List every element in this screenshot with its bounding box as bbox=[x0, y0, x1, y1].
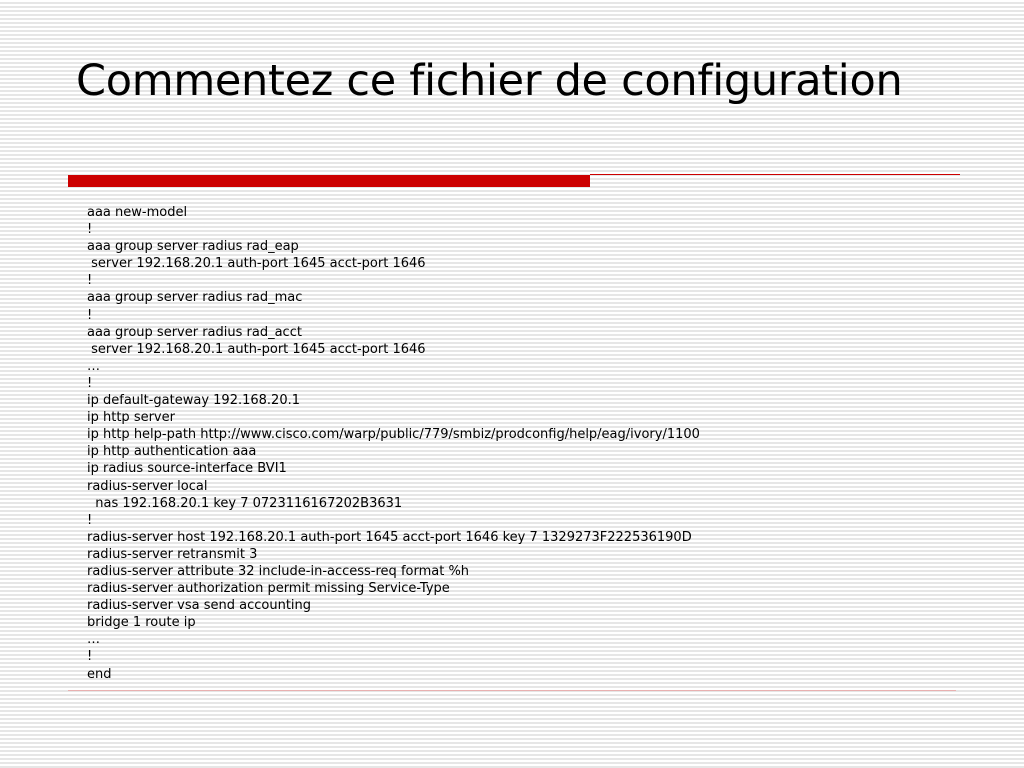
config-line: radius-server local bbox=[87, 478, 208, 494]
config-line: radius-server authorization permit missing Service-Type bbox=[87, 581, 450, 597]
config-line: … bbox=[87, 358, 100, 374]
config-line: aaa group server radius rad_acct bbox=[87, 324, 302, 340]
config-line: aaa group server radius rad_mac bbox=[87, 290, 303, 306]
config-line: end bbox=[87, 666, 112, 682]
config-line: nas 192.168.20.1 key 7 0723116167202B3631 bbox=[87, 495, 403, 511]
title-divider-accent-bar bbox=[68, 175, 590, 187]
config-line: aaa group server radius rad_eap bbox=[87, 239, 299, 255]
config-line: radius-server retransmit 3 bbox=[87, 546, 258, 562]
config-line: server 192.168.20.1 auth-port 1645 acct-port 1646 bbox=[87, 256, 426, 272]
config-line: ip radius source-interface BVI1 bbox=[87, 461, 287, 477]
config-line: ! bbox=[87, 222, 93, 238]
config-line: ip default-gateway 192.168.20.1 bbox=[87, 393, 301, 409]
config-line: bridge 1 route ip bbox=[87, 615, 196, 631]
config-line: server 192.168.20.1 auth-port 1645 acct-port 1646 bbox=[87, 341, 426, 357]
config-line: ip http server bbox=[87, 410, 175, 426]
title-divider-thin-line bbox=[590, 174, 960, 175]
slide-title: Commentez ce fichier de configuration bbox=[76, 56, 903, 106]
config-line: ! bbox=[87, 512, 93, 528]
config-line: aaa new-model bbox=[87, 205, 188, 220]
config-line: radius-server attribute 32 include-in-access-req format %h bbox=[87, 563, 470, 579]
config-line: ! bbox=[87, 649, 93, 665]
config-line: radius-server host 192.168.20.1 auth-port 1645 acct-port 1646 key 7 1329273F222536190D bbox=[87, 529, 692, 545]
config-listing bbox=[87, 204, 947, 683]
config-line: … bbox=[87, 632, 100, 648]
config-line: radius-server vsa send accounting bbox=[87, 598, 312, 614]
config-line: ! bbox=[87, 375, 93, 391]
title-divider bbox=[68, 173, 960, 187]
footer-divider bbox=[68, 690, 956, 691]
config-line: ! bbox=[87, 273, 93, 289]
config-line: ! bbox=[87, 307, 93, 323]
config-line: ip http help-path http://www.cisco.com/warp/public/779/smbiz/prodconfig/help/eag/ivory/1100 bbox=[87, 427, 700, 443]
config-line: ip http authentication aaa bbox=[87, 444, 257, 460]
